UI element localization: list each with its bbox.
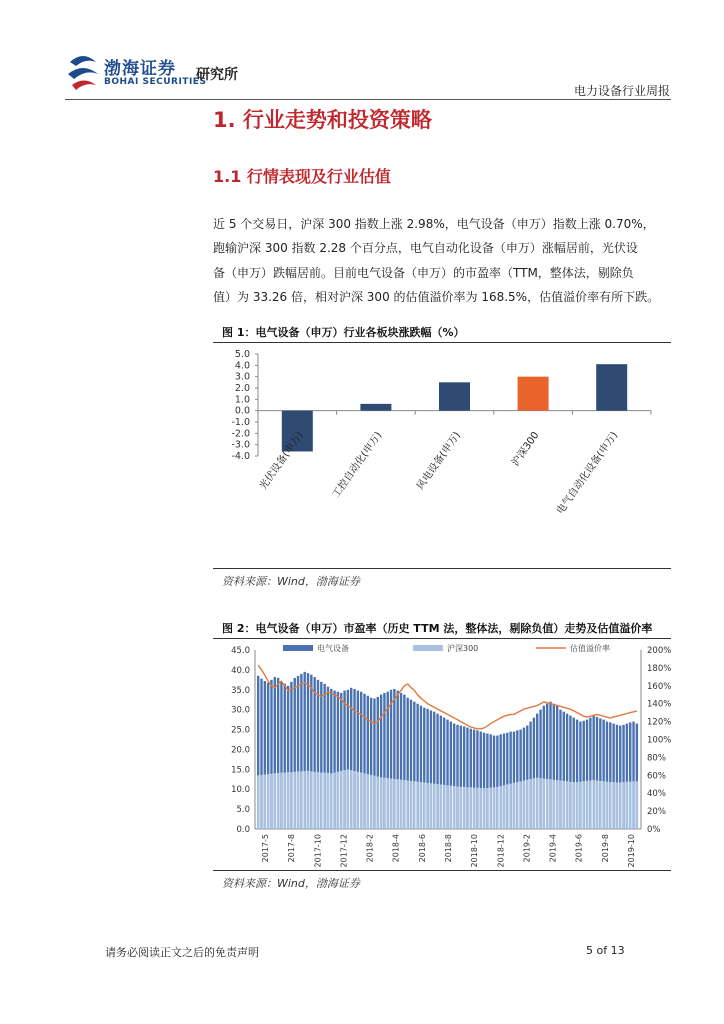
paragraph-line: 跑输沪深 300 指数 2.28 个百分点，电气自动化设备（申万）涨幅居前，光伏设 xyxy=(213,241,638,256)
hs300-bar xyxy=(616,782,618,829)
hs300-bar xyxy=(373,776,375,829)
hs300-bar xyxy=(516,782,518,829)
x-tick-label: 2018-12 xyxy=(496,834,506,868)
hs300-bar xyxy=(506,784,508,829)
hs300-bar xyxy=(327,773,329,829)
right-tick-label: 80% xyxy=(647,753,666,764)
hs300-bar xyxy=(280,773,282,829)
hs300-bar xyxy=(606,782,608,829)
hs300-bar xyxy=(579,782,581,829)
paragraph-line: 备（申万）跌幅居前。目前电气设备（申万）的市盈率（TTM，整体法，剔除负 xyxy=(213,265,634,280)
hs300-bar xyxy=(503,785,505,829)
hs300-bar xyxy=(287,772,289,829)
hs300-bar xyxy=(426,783,428,829)
hs300-bar xyxy=(499,786,501,829)
hs300-bar xyxy=(456,786,458,829)
x-tick-label: 2017-5 xyxy=(261,834,270,863)
x-tick-label: 2018-2 xyxy=(365,834,375,863)
hs300-bar xyxy=(546,779,548,829)
hs300-bar xyxy=(533,778,535,829)
x-tick-label: 2019-4 xyxy=(548,834,558,863)
hs300-bar xyxy=(333,773,335,829)
hs300-bar xyxy=(483,788,485,829)
left-tick-label: 35.0 xyxy=(231,685,250,696)
hs300-bar xyxy=(330,773,332,829)
hs300-bar xyxy=(420,782,422,829)
hs300-bar xyxy=(473,788,475,829)
y-tick-label: 0.0 xyxy=(234,405,250,417)
legend-label: 估值溢价率 xyxy=(570,644,610,653)
hs300-bar xyxy=(609,782,611,829)
page-number: 5 of 13 xyxy=(586,944,625,957)
hs300-bar xyxy=(592,780,594,829)
hs300-bar xyxy=(297,771,299,829)
x-tick-label: 2019-10 xyxy=(627,834,636,868)
hs300-bar xyxy=(264,775,266,829)
hs300-bar xyxy=(450,786,452,829)
hs300-bar xyxy=(526,780,528,829)
hs300-bar xyxy=(586,781,588,829)
paragraph-line: 值）为 33.26 倍，相对沪深 300 的估值溢价率为 168.5%，估值溢价率有所下跌。 xyxy=(213,289,660,304)
hs300-bar xyxy=(337,772,339,829)
hs300-bar xyxy=(390,778,392,829)
x-category-label: 电气自动化设备(申万) xyxy=(555,430,621,517)
hs300-bar xyxy=(573,782,575,829)
hs300-bar xyxy=(446,785,448,829)
x-category-label: 风电设备(申万) xyxy=(415,430,463,492)
hs300-bar xyxy=(423,782,425,829)
hs300-bar xyxy=(490,788,492,829)
right-tick-label: 100% xyxy=(647,735,671,746)
hs300-bar xyxy=(284,773,286,829)
hs300-bar xyxy=(599,781,601,829)
hs300-bar xyxy=(619,782,621,829)
right-tick-label: 160% xyxy=(647,681,671,692)
hs300-bar xyxy=(357,772,359,829)
hs300-bar xyxy=(413,781,415,829)
hs300-bar xyxy=(277,773,279,829)
paragraph-line: 近 5 个交易日，沪深 300 指数上涨 2.98%，电气设备（申万）指数上涨 0.70%， xyxy=(213,217,655,231)
right-tick-label: 200% xyxy=(647,646,671,656)
hs300-bar xyxy=(632,781,634,829)
hs300-bar xyxy=(300,771,302,829)
hs300-bar xyxy=(569,782,571,829)
x-tick-label: 2018-4 xyxy=(391,834,401,863)
section-title: 1. 行业走势和投资策略 xyxy=(213,108,432,132)
figure1-top-rule xyxy=(213,342,671,343)
figure1-title: 图 1：电气设备（申万）行业各板块涨跌幅（%） xyxy=(222,326,465,339)
hs300-bar xyxy=(496,787,498,829)
figure2-combo-chart xyxy=(213,640,671,868)
hs300-bar xyxy=(443,785,445,829)
hs300-bar xyxy=(466,787,468,829)
section-subtitle: 1.1 行情表现及行业估值 xyxy=(213,167,391,186)
hs300-bar xyxy=(416,782,418,829)
x-tick-label: 2018-10 xyxy=(470,834,480,868)
x-tick-label: 2017-12 xyxy=(339,834,349,868)
left-tick-label: 20.0 xyxy=(231,745,250,756)
hs300-bar xyxy=(563,781,565,829)
x-tick-label: 2019-2 xyxy=(522,834,532,863)
bar xyxy=(596,364,627,410)
y-tick-label: 1.0 xyxy=(234,394,250,406)
y-tick-label: 3.0 xyxy=(234,371,250,383)
x-tick-label: 2018-8 xyxy=(444,834,453,863)
x-category-label: 沪深300 xyxy=(510,430,542,469)
institute-label: 研究所 xyxy=(196,67,238,83)
hs300-bar xyxy=(397,779,399,829)
hs300-bar xyxy=(626,782,628,829)
right-tick-label: 120% xyxy=(647,717,671,728)
hs300-bar xyxy=(290,772,292,829)
figure1-source: 资料来源：Wind，渤海证券 xyxy=(222,575,360,588)
report-type: 电力设备行业周报 xyxy=(573,84,670,98)
y-tick-label: 5.0 xyxy=(234,349,250,360)
hs300-bar xyxy=(636,781,638,829)
hs300-bar xyxy=(393,779,395,829)
footer-disclaimer: 请务必阅读正文之后的免责声明 xyxy=(105,946,259,959)
hs300-bar xyxy=(523,780,525,829)
legend-label: 电气设备 xyxy=(317,644,349,653)
y-tick-label: -4.0 xyxy=(231,451,250,462)
hs300-bar xyxy=(430,783,432,829)
hs300-bar xyxy=(274,773,276,829)
hs300-bar xyxy=(493,787,495,829)
hs300-bar xyxy=(470,787,472,829)
hs300-bar xyxy=(387,778,389,829)
hs300-bar xyxy=(480,788,482,829)
hs300-bar xyxy=(406,780,408,829)
hs300-bar xyxy=(313,772,315,829)
hs300-bar xyxy=(350,770,352,829)
right-tick-label: 20% xyxy=(647,807,666,818)
x-tick-label: 2019-8 xyxy=(600,834,610,863)
left-tick-label: 15.0 xyxy=(231,765,250,776)
figure2-source: 资料来源：Wind，渤海证券 xyxy=(222,877,360,890)
legend-swatch xyxy=(283,645,313,651)
x-category-label: 光伏设备(申万) xyxy=(257,430,306,492)
y-tick-label: 2.0 xyxy=(234,383,250,394)
left-tick-label: 45.0 xyxy=(231,646,250,656)
hs300-bar xyxy=(267,774,269,829)
x-category-label: 工控自动化(申万) xyxy=(330,430,385,501)
x-tick-label: 2017-8 xyxy=(287,834,297,863)
hs300-bar xyxy=(549,779,551,829)
left-tick-label: 30.0 xyxy=(231,705,250,716)
brand-name-cn: 渤海证券 xyxy=(104,59,176,79)
hs300-bar xyxy=(583,781,585,829)
hs300-bar xyxy=(310,771,312,829)
bar xyxy=(439,382,470,410)
right-tick-label: 40% xyxy=(647,789,666,800)
hs300-bar xyxy=(602,781,604,829)
hs300-bar xyxy=(294,772,296,829)
bar xyxy=(360,404,391,411)
hs300-bar xyxy=(320,773,322,829)
figure2-bottom-rule xyxy=(213,870,671,871)
y-tick-label: 4.0 xyxy=(234,360,250,372)
bohai-logo xyxy=(66,52,306,98)
hs300-bar xyxy=(403,780,405,829)
hs300-bar xyxy=(270,774,272,829)
hs300-bar xyxy=(513,783,515,829)
bar xyxy=(518,377,549,411)
y-tick-label: -2.0 xyxy=(231,428,250,440)
x-tick-label: 2019-6 xyxy=(574,834,584,863)
hs300-bar xyxy=(440,784,442,829)
hs300-bar xyxy=(433,784,435,829)
hs300-bar xyxy=(370,775,372,829)
hs300-bar xyxy=(360,773,362,829)
left-tick-label: 5.0 xyxy=(236,805,250,816)
left-tick-label: 10.0 xyxy=(231,785,250,796)
hs300-bar xyxy=(380,777,382,829)
hs300-bar xyxy=(629,782,631,829)
hs300-bar xyxy=(340,771,342,829)
hs300-bar xyxy=(410,781,412,829)
hs300-bar xyxy=(383,778,385,829)
hs300-bar xyxy=(400,780,402,829)
hs300-bar xyxy=(317,772,319,829)
hs300-bar xyxy=(596,780,598,829)
hs300-bar xyxy=(559,780,561,829)
bohai-logo-icon xyxy=(66,52,100,92)
hs300-bar xyxy=(367,774,369,829)
hs300-bar xyxy=(509,784,511,829)
x-tick-label: 2017-10 xyxy=(313,834,323,868)
legend-swatch xyxy=(413,645,443,651)
y-tick-label: -1.0 xyxy=(231,417,250,428)
hs300-bar xyxy=(576,782,578,829)
hs300-bar xyxy=(556,780,558,829)
hs300-bar xyxy=(553,780,555,829)
hs300-bar xyxy=(353,771,355,829)
x-tick-label: 2018-6 xyxy=(417,834,427,863)
hs300-bar xyxy=(377,776,379,829)
hs300-bar xyxy=(436,784,438,829)
hs300-bar xyxy=(307,771,309,829)
brand-name-en: BOHAI SECURITIES xyxy=(104,77,207,87)
right-tick-label: 140% xyxy=(647,699,671,710)
hs300-bar xyxy=(589,780,591,829)
figure2-title: 图 2：电气设备（申万）市盈率（历史 TTM 法，整体法，剔除负值）走势及估值溢价率 xyxy=(222,622,653,635)
body-paragraph xyxy=(213,212,669,309)
hs300-bar xyxy=(257,775,259,829)
right-tick-label: 60% xyxy=(647,771,666,782)
left-tick-label: 25.0 xyxy=(231,725,250,736)
hs300-bar xyxy=(304,771,306,829)
hs300-bar xyxy=(612,782,614,829)
hs300-bar xyxy=(529,779,531,829)
figure1-bottom-rule xyxy=(213,568,671,569)
hs300-bar xyxy=(566,781,568,829)
hs300-bar xyxy=(486,788,488,829)
hs300-bar xyxy=(453,786,455,829)
hs300-bar xyxy=(460,787,462,829)
hs300-bar xyxy=(347,769,349,829)
hs300-bar xyxy=(323,773,325,829)
hs300-bar xyxy=(363,773,365,829)
hs300-bar xyxy=(539,778,541,829)
hs300-bar xyxy=(343,770,345,829)
figure1-bar-chart xyxy=(213,344,671,566)
figure2-top-rule xyxy=(213,638,671,639)
left-tick-label: 40.0 xyxy=(231,665,250,676)
hs300-bar xyxy=(622,782,624,829)
right-tick-label: 180% xyxy=(647,663,671,674)
left-tick-label: 0.0 xyxy=(236,825,250,835)
hs300-bar xyxy=(463,787,465,829)
y-tick-label: -3.0 xyxy=(231,439,250,451)
legend-label: 沪深300 xyxy=(447,644,479,653)
header-divider xyxy=(65,99,671,100)
right-tick-label: 0% xyxy=(647,825,661,835)
hs300-bar xyxy=(519,781,521,829)
hs300-bar xyxy=(536,778,538,829)
hs300-bar xyxy=(543,778,545,829)
hs300-bar xyxy=(260,775,262,829)
hs300-bar xyxy=(476,788,478,829)
